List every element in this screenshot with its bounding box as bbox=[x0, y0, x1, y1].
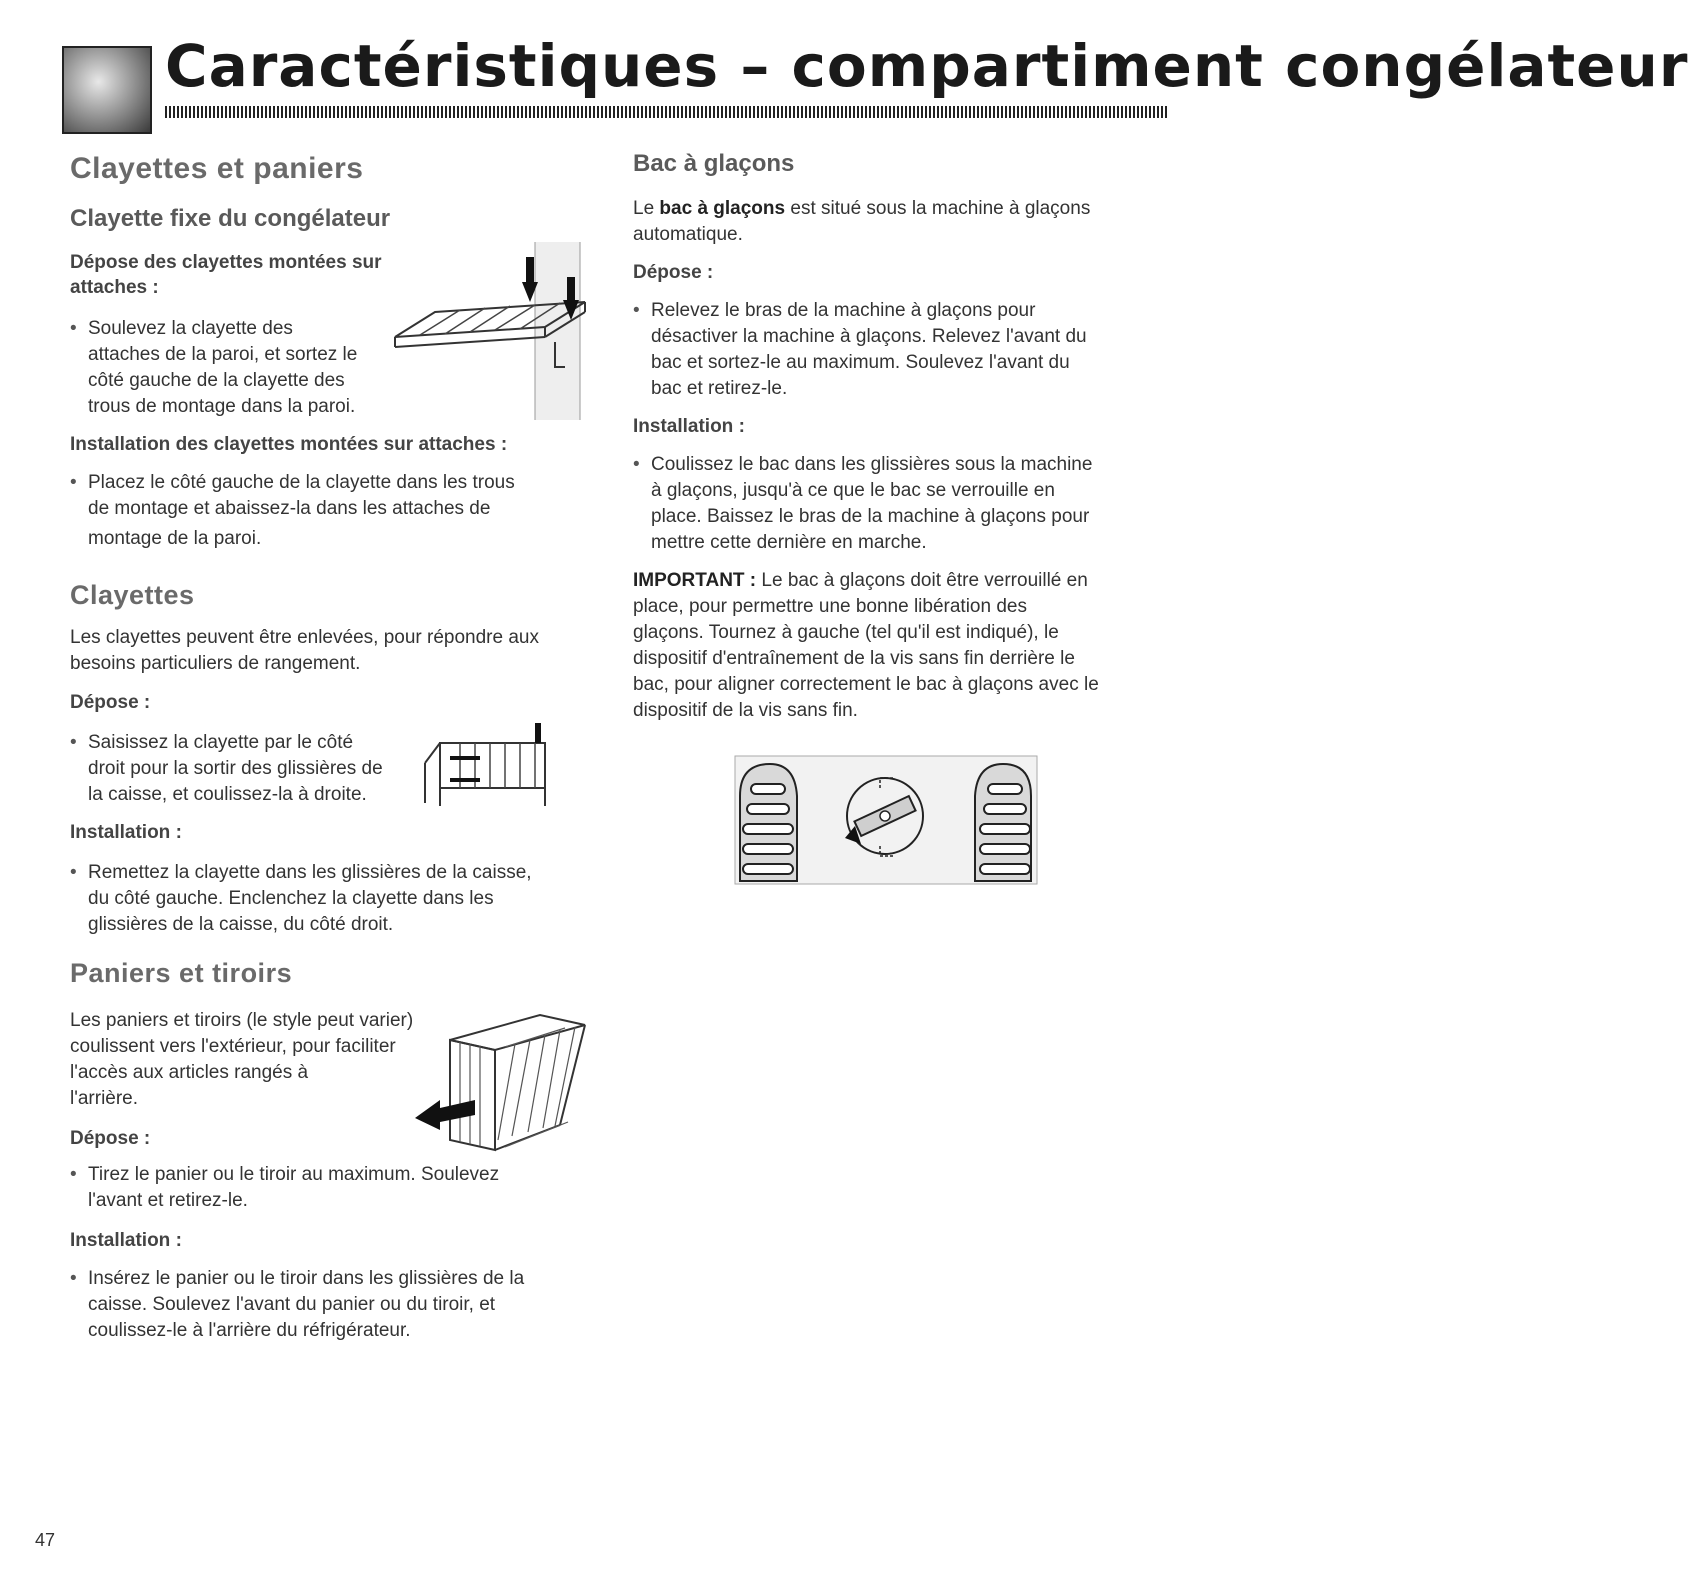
important-line: dispositif d'entraînement de la vis sans fin derrière le bbox=[633, 648, 1075, 669]
depose-text bbox=[70, 316, 400, 420]
intro-line: automatique. bbox=[633, 224, 743, 245]
section-title-paniers: Paniers et tiroirs bbox=[70, 958, 293, 988]
depose-line: bac et retirez-le. bbox=[651, 378, 788, 399]
install-line: • Insérez le panier ou le tiroir dans les glissières de la bbox=[70, 1266, 600, 1292]
intro-line: l'arrière. bbox=[70, 1088, 139, 1109]
paniers-install-heading: Installation : bbox=[70, 1230, 182, 1251]
depose-line: la caisse, et coulissez-la à droite. bbox=[88, 784, 367, 805]
wire-basket-illustration bbox=[410, 1000, 590, 1160]
depose-heading-line2: attaches : bbox=[70, 277, 159, 298]
bac-depose-text bbox=[633, 298, 1163, 402]
install-line: du côté gauche. Enclenchez la clayette dans les bbox=[88, 888, 494, 909]
intro-line: Le bac à glaçons est situé sous la machine à glaçons bbox=[633, 198, 1091, 219]
important-line: place, pour permettre une bonne libération des bbox=[633, 596, 1027, 617]
depose-line: • Saisissez la clayette par le côté bbox=[70, 730, 430, 756]
install-line: à glaçons, jusqu'à ce que le bac se verrouille en bbox=[651, 480, 1055, 501]
install-text bbox=[70, 470, 590, 552]
important-note bbox=[633, 568, 1173, 724]
subsection-title-clayette-fixe: Clayette fixe du congélateur bbox=[70, 205, 391, 232]
paniers-install-text bbox=[70, 1266, 600, 1344]
depose-line: • Tirez le panier ou le tiroir au maximum. Soulevez bbox=[70, 1162, 590, 1188]
depose-heading-line1: Dépose des clayettes montées sur bbox=[70, 252, 382, 273]
depose-line: l'avant et retirez-le. bbox=[88, 1190, 248, 1211]
important-line: dispositif de la vis sans fin. bbox=[633, 700, 858, 721]
title-rule bbox=[165, 106, 1168, 118]
bac-depose-heading: Dépose : bbox=[633, 262, 714, 283]
clayettes-intro bbox=[70, 625, 600, 677]
auger-drive-illustration bbox=[735, 756, 1037, 886]
install-line: • Coulissez le bac dans les glissières sous la machine bbox=[633, 452, 1163, 478]
intro-line: besoins particuliers de rangement. bbox=[70, 653, 361, 674]
install-line: montage de la paroi. bbox=[88, 528, 262, 549]
page-number: 47 bbox=[35, 1530, 56, 1550]
intro-line: l'accès aux articles rangés à bbox=[70, 1062, 309, 1083]
install-line: mettre cette dernière en marche. bbox=[651, 532, 927, 553]
shelf-bracket-illustration bbox=[385, 242, 600, 420]
install-line: de montage et abaissez-la dans les attaches de bbox=[88, 498, 491, 519]
install-heading: Installation des clayettes montées sur attaches : bbox=[70, 434, 508, 455]
ice-cube-icon bbox=[62, 46, 152, 134]
important-label: IMPORTANT : bbox=[633, 570, 757, 591]
depose-line: attaches de la paroi, et sortez le bbox=[88, 344, 358, 365]
bac-install-heading: Installation : bbox=[633, 416, 745, 437]
bac-intro bbox=[633, 196, 1163, 248]
section-title-bac-glacons: Bac à glaçons bbox=[633, 150, 795, 177]
intro-line: Les clayettes peuvent être enlevées, pour répondre aux bbox=[70, 627, 539, 648]
intro-line: coulissent vers l'extérieur, pour faciliter bbox=[70, 1036, 396, 1057]
depose-line: trous de montage dans la paroi. bbox=[88, 396, 356, 417]
depose-line: • Soulevez la clayette des bbox=[70, 316, 400, 342]
paniers-intro bbox=[70, 1008, 460, 1112]
bac-install-text bbox=[633, 452, 1163, 556]
clayettes-install-text bbox=[70, 860, 610, 938]
install-line: • Remettez la clayette dans les glissières de la caisse, bbox=[70, 860, 610, 886]
page-title: Caractéristiques – compartiment congélateur bbox=[165, 32, 1688, 100]
paniers-depose-text bbox=[70, 1162, 590, 1214]
depose-line: • Relevez le bras de la machine à glaçons pour bbox=[633, 298, 1163, 324]
install-line: glissières de la caisse, du côté droit. bbox=[88, 914, 394, 935]
important-line: IMPORTANT : Le bac à glaçons doit être verrouillé en bbox=[633, 570, 1088, 591]
clayettes-install-heading: Installation : bbox=[70, 822, 182, 843]
clayettes-depose-text bbox=[70, 730, 430, 808]
bac-glacons-term: bac à glaçons bbox=[659, 198, 786, 219]
intro-line: Les paniers et tiroirs (le style peut varier) bbox=[70, 1010, 414, 1031]
clayettes-depose-heading: Dépose : bbox=[70, 692, 151, 713]
install-line: place. Baissez le bras de la machine à glaçons pour bbox=[651, 506, 1090, 527]
depose-line: désactiver la machine à glaçons. Relevez l'avant du bbox=[651, 326, 1087, 347]
depose-line: droit pour la sortir des glissières de bbox=[88, 758, 383, 779]
section-title-clayettes-paniers: Clayettes et paniers bbox=[70, 152, 364, 185]
install-line: • Placez le côté gauche de la clayette dans les trous bbox=[70, 470, 590, 496]
install-line: caisse. Soulevez l'avant du panier ou du tiroir, et bbox=[88, 1294, 496, 1315]
paniers-depose-heading: Dépose : bbox=[70, 1128, 151, 1149]
important-line: glaçons. Tournez à gauche (tel qu'il est indiqué), le bbox=[633, 622, 1059, 643]
section-title-clayettes: Clayettes bbox=[70, 580, 195, 610]
depose-line: côté gauche de la clayette des bbox=[88, 370, 345, 391]
install-line: coulissez-le à l'arrière du réfrigérateur. bbox=[88, 1320, 411, 1341]
important-line: bac, pour aligner correctement le bac à glaçons avec le bbox=[633, 674, 1099, 695]
depose-line: bac et sortez-le au maximum. Soulevez l'avant du bbox=[651, 352, 1070, 373]
sliding-shelf-illustration bbox=[420, 718, 555, 808]
